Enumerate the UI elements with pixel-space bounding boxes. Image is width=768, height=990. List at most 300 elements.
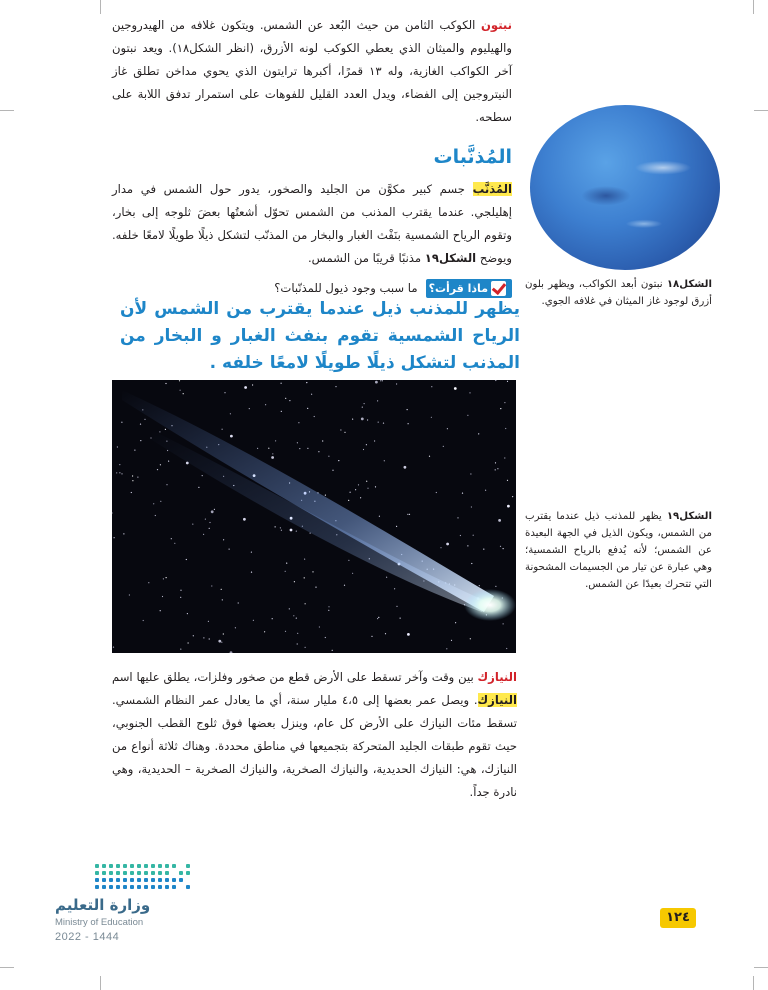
star [363, 449, 364, 450]
star [355, 489, 356, 490]
star [305, 603, 306, 604]
section-heading-comets: المُذنَّبات [433, 146, 512, 168]
logo-dot [137, 864, 141, 868]
checkmark-icon [491, 281, 506, 296]
star [348, 560, 349, 561]
star [298, 422, 299, 423]
star [305, 647, 306, 648]
star [375, 381, 378, 384]
logo-dot [109, 871, 113, 875]
star [325, 637, 326, 638]
star [367, 419, 368, 420]
star [165, 383, 166, 384]
star [163, 578, 164, 579]
star [205, 519, 206, 520]
star [229, 549, 230, 550]
star [378, 422, 379, 423]
neptune-paragraph [112, 14, 512, 129]
star [505, 428, 506, 429]
logo-dot [130, 864, 134, 868]
logo-dot [165, 864, 169, 868]
star [340, 429, 341, 430]
star [470, 638, 471, 639]
star [500, 546, 501, 547]
star [462, 493, 463, 494]
star [386, 577, 387, 578]
star [289, 608, 290, 609]
star [211, 585, 212, 586]
star [112, 512, 113, 513]
logo-dot [137, 878, 141, 882]
star [272, 618, 273, 619]
star [332, 650, 333, 651]
star [252, 384, 253, 385]
star [297, 633, 298, 634]
crop-mark [754, 110, 768, 111]
star [404, 466, 407, 469]
star [307, 448, 308, 449]
star [328, 610, 329, 611]
star [360, 497, 361, 498]
star [272, 453, 273, 454]
star [408, 423, 409, 424]
meteorites-text-2: . ويصل عمر بعضها إلى ٤،٥ مليار سنة، أي ما يعادل عمر النظام الشمسي. تسقط مئات النيازك على الأرض كل عام، وينزل بعضها فوق ثلوج القطب الجنوبي، حيث تقوم طبقات الجليد المتحركة بتجميعها في مناطق محددة. وهناك ثلاثة أنواع من النيازك، هي: النيازك الحديدية، والنيازك الصخرية، والنيازك الصخرية – الحديدية، وهي نادرة جداً. [112, 693, 517, 799]
star [374, 440, 375, 441]
star [162, 596, 163, 597]
star [377, 400, 378, 401]
star [218, 640, 221, 643]
star [257, 448, 258, 449]
star [214, 509, 215, 510]
star [497, 468, 498, 469]
logo-dot [95, 871, 99, 875]
star [338, 460, 339, 461]
logo-dot [179, 871, 183, 875]
star [471, 506, 472, 507]
star [203, 637, 204, 638]
star [174, 543, 175, 544]
star [407, 409, 408, 410]
crop-mark [754, 967, 768, 968]
star [455, 622, 456, 623]
reading-check [260, 278, 512, 298]
crop-mark [753, 976, 754, 990]
star [296, 531, 297, 532]
star [503, 623, 504, 624]
star [304, 559, 305, 560]
logo-dot [102, 878, 106, 882]
logo-dot [109, 878, 113, 882]
star [222, 429, 223, 430]
neptune-image [530, 105, 720, 270]
neptune-text: الكوكب الثامن من حيث البُعد عن الشمس. ويتكون غلافه من الهيدروجين والهيليوم والميثان الذي يعطي الكوكب لونه الأزرق، (انظر الشكل١٨). ويعد نبتون آخر الكواكب الغازية، وله ١٣ قمرًا، أكبرها ترايتون الذي يحوي مداخن تطلق غاز النيتروجين إلى الفضاء، ويدل العدد القليل للفوهات على استمرار تدفق اللابة على سطحه. [112, 18, 512, 124]
star [132, 480, 133, 481]
star [470, 473, 471, 474]
star [160, 464, 161, 465]
star [268, 448, 269, 449]
star [467, 415, 468, 416]
star [285, 398, 286, 399]
logo-dot [172, 885, 176, 889]
star [495, 469, 496, 470]
star [293, 615, 294, 616]
logo-dot [144, 878, 148, 882]
star [378, 617, 379, 618]
star [281, 383, 282, 384]
meteorites-term: النيازك [477, 670, 517, 684]
logo-dot [165, 885, 169, 889]
star [454, 387, 457, 390]
star [221, 589, 222, 590]
reading-check-badge [426, 279, 512, 298]
star [296, 618, 297, 619]
star [159, 431, 160, 432]
star [249, 408, 250, 409]
meteorites-term-highlight: النيازك [477, 693, 517, 707]
star [221, 642, 222, 643]
star [297, 643, 298, 644]
star [264, 631, 265, 632]
logo-dot [109, 885, 113, 889]
logo-dot [165, 878, 169, 882]
star [383, 423, 384, 424]
star [253, 620, 254, 621]
star [203, 534, 204, 535]
star [446, 543, 449, 546]
star [281, 411, 282, 412]
star [384, 460, 385, 461]
star [275, 526, 276, 527]
star [180, 390, 181, 391]
star [431, 417, 432, 418]
star [375, 486, 376, 487]
meteorites-text-1: بين وقت وآخر تسقط على الأرض قطع من صخور وفلزات، يطلق عليها اسم [112, 670, 474, 684]
star [315, 587, 316, 588]
logo-dot [130, 871, 134, 875]
star [155, 515, 156, 516]
figure-19-label: الشكل١٩ [666, 511, 712, 522]
logo-dot [116, 878, 120, 882]
figure-19-ref: الشكل١٩ [424, 251, 477, 265]
star [322, 440, 323, 441]
star [224, 392, 225, 393]
star [325, 495, 326, 496]
star [348, 500, 349, 501]
star [265, 404, 266, 405]
star [271, 456, 274, 459]
logo-dot [123, 885, 127, 889]
star [294, 581, 295, 582]
star [451, 640, 452, 641]
star [506, 648, 507, 649]
star [312, 571, 313, 572]
edition-year: 2022 - 1444 [55, 931, 120, 943]
star [467, 545, 468, 546]
star [123, 533, 124, 534]
star [400, 618, 401, 619]
star [361, 418, 364, 421]
star [285, 571, 286, 572]
star [188, 642, 189, 643]
logo-dot [144, 885, 148, 889]
star [131, 492, 132, 493]
star [289, 400, 290, 401]
logo-dot [151, 878, 155, 882]
star [385, 633, 386, 634]
star [483, 549, 484, 550]
star [371, 636, 372, 637]
comet-image [112, 380, 516, 653]
star [366, 444, 367, 445]
logo-dot [123, 864, 127, 868]
logo-dot [95, 864, 99, 868]
star [114, 537, 115, 538]
star [318, 451, 319, 452]
star [275, 440, 276, 441]
star [180, 597, 181, 598]
star [280, 527, 281, 528]
star [335, 386, 336, 387]
reading-check-question: ما سبب وجود ذيول للمذنّبات؟ [274, 281, 418, 295]
ministry-name-ar: وزارة التعليم [55, 896, 151, 914]
star [113, 647, 114, 648]
logo-dot [165, 871, 169, 875]
star [140, 424, 141, 425]
star [165, 429, 166, 430]
logo-dot [158, 878, 162, 882]
logo-dot [123, 878, 127, 882]
page-number: ١٢٤ [660, 908, 696, 928]
star [446, 648, 447, 649]
star [440, 547, 441, 548]
star [503, 548, 504, 549]
star [382, 380, 383, 381]
star [281, 530, 282, 531]
logo-dot [102, 871, 106, 875]
star [285, 631, 286, 632]
figure-18-text: نبتون أبعد الكواكب، ويظهر بلون أزرق لوجود غاز الميثان في غلافه الجوي. [525, 279, 712, 307]
star [230, 651, 233, 653]
crop-mark [100, 0, 101, 14]
logo-dot [130, 885, 134, 889]
star [121, 473, 122, 474]
star [140, 440, 141, 441]
star [409, 514, 410, 515]
logo-dot [144, 871, 148, 875]
star [148, 582, 149, 583]
crop-mark [0, 110, 14, 111]
logo-dot [186, 864, 190, 868]
star [238, 602, 239, 603]
star [436, 492, 437, 493]
star [498, 519, 501, 522]
star [307, 408, 308, 409]
star [117, 446, 118, 447]
logo-dot [186, 871, 190, 875]
reading-check-label: ماذا قرأت؟ [428, 281, 488, 295]
star [192, 524, 193, 525]
star [306, 382, 307, 383]
star [230, 435, 233, 438]
figure-18-label: الشكل١٨ [666, 279, 712, 290]
star [230, 413, 231, 414]
logo-dot [109, 864, 113, 868]
star [160, 501, 161, 502]
logo-dot [158, 885, 162, 889]
star [179, 380, 180, 381]
logo-dot [151, 885, 155, 889]
star [160, 610, 161, 611]
logo-dot [102, 885, 106, 889]
star [507, 381, 508, 382]
star [143, 620, 144, 621]
star [183, 393, 184, 394]
comet-term: المُذنَّب [472, 182, 513, 196]
logo-dot [186, 885, 190, 889]
star [352, 573, 353, 574]
star [471, 563, 472, 564]
logo-dot [123, 871, 127, 875]
star [297, 442, 298, 443]
star [153, 503, 154, 504]
ministry-name-en: Ministry of Education [55, 917, 144, 928]
star [251, 572, 252, 573]
star [407, 514, 408, 515]
star [460, 535, 461, 536]
star [180, 649, 181, 650]
star [211, 510, 214, 513]
star [344, 585, 345, 586]
star [134, 450, 135, 451]
star [144, 419, 145, 420]
star [394, 588, 395, 589]
star [166, 484, 167, 485]
star [311, 394, 312, 395]
figure-19-caption [525, 508, 712, 593]
star [495, 462, 496, 463]
star [507, 480, 508, 481]
star [193, 635, 194, 636]
star [507, 505, 510, 508]
star [431, 386, 432, 387]
star [485, 490, 486, 491]
star [500, 408, 501, 409]
star [328, 456, 329, 457]
star [473, 535, 474, 536]
logo-dot [151, 871, 155, 875]
comets-paragraph [112, 178, 512, 270]
star [380, 380, 381, 381]
star [366, 481, 367, 482]
star [469, 392, 470, 393]
star [186, 559, 187, 560]
star [396, 526, 397, 527]
star [396, 383, 397, 384]
star [362, 407, 363, 408]
star [244, 386, 247, 389]
logo-dot [116, 885, 120, 889]
star [198, 487, 199, 488]
crop-mark [100, 976, 101, 990]
star [116, 472, 117, 473]
star [137, 477, 138, 478]
star [495, 586, 496, 587]
handwritten-answer: يظهر للمذنب ذيل عندما يقترب من الشمس لأن الرياح الشمسية تقوم بنفث الغبار و البخار من المذنب لتشكل ذيلًا طويلًا لامعًا خلفه . [120, 299, 520, 373]
star [187, 613, 188, 614]
star [478, 433, 479, 434]
star [286, 563, 287, 564]
star [223, 539, 224, 540]
star [429, 456, 430, 457]
star [166, 577, 167, 578]
star [251, 552, 252, 553]
star [457, 517, 458, 518]
logo-dot [95, 885, 99, 889]
crop-mark [753, 0, 754, 14]
star [235, 627, 236, 628]
star [304, 577, 305, 578]
logo-dot [130, 878, 134, 882]
star [479, 585, 480, 586]
star [168, 461, 169, 462]
star [495, 380, 496, 381]
logo-dot [151, 864, 155, 868]
star [222, 599, 223, 600]
figure-19-text: يظهر للمذنب ذيل عندما يقترب من الشمس، ويكون الذيل في الجهة البعيدة عن الشمس؛ لأنه يُدفع بالرياح الشمسية؛ وهي عبارة عن تيار من الجسيمات المشحونة التي تتحرك بعيدًا عن الشمس. [525, 511, 712, 590]
star [129, 594, 130, 595]
star [290, 529, 293, 532]
star [504, 402, 505, 403]
figure-18-caption [525, 276, 712, 310]
star [504, 457, 505, 458]
star [364, 403, 365, 404]
crop-mark [0, 967, 14, 968]
star [209, 522, 210, 523]
star [512, 496, 513, 497]
logo-dot [158, 871, 162, 875]
star [209, 528, 210, 529]
comets-text-1: جسم كبير مكوَّن من الجليد والصخور، يدور حول الشمس في مدار إهليلجي. عندما يقترب المذنب من الشمس تحوّل أشعتُها بعضَ ثلوجه إلى بخار، وتقوم الرياح الشمسية بنَفْث الغبار والبخار من المذنّب لتشكل ذيلًا طويلًا لامعًا خلفه. ويوضح [112, 182, 512, 265]
logo-dot [179, 878, 183, 882]
star [328, 606, 329, 607]
star [350, 492, 351, 493]
star [358, 484, 359, 485]
star [150, 437, 151, 438]
star [243, 518, 246, 521]
star [344, 432, 345, 433]
logo-dot [158, 864, 162, 868]
star [379, 516, 380, 517]
star [132, 475, 133, 476]
star [202, 475, 203, 476]
star [119, 472, 120, 473]
logo-dot [172, 864, 176, 868]
star [119, 464, 120, 465]
star [377, 618, 378, 619]
logo-dots-icon [55, 862, 205, 896]
logo-dot [116, 871, 120, 875]
logo-dot [102, 864, 106, 868]
star [407, 633, 410, 636]
star [352, 419, 353, 420]
star [319, 626, 320, 627]
star [121, 422, 122, 423]
logo-dot [116, 864, 120, 868]
star [314, 416, 315, 417]
star [180, 590, 181, 591]
star [443, 446, 444, 447]
star [447, 428, 448, 429]
